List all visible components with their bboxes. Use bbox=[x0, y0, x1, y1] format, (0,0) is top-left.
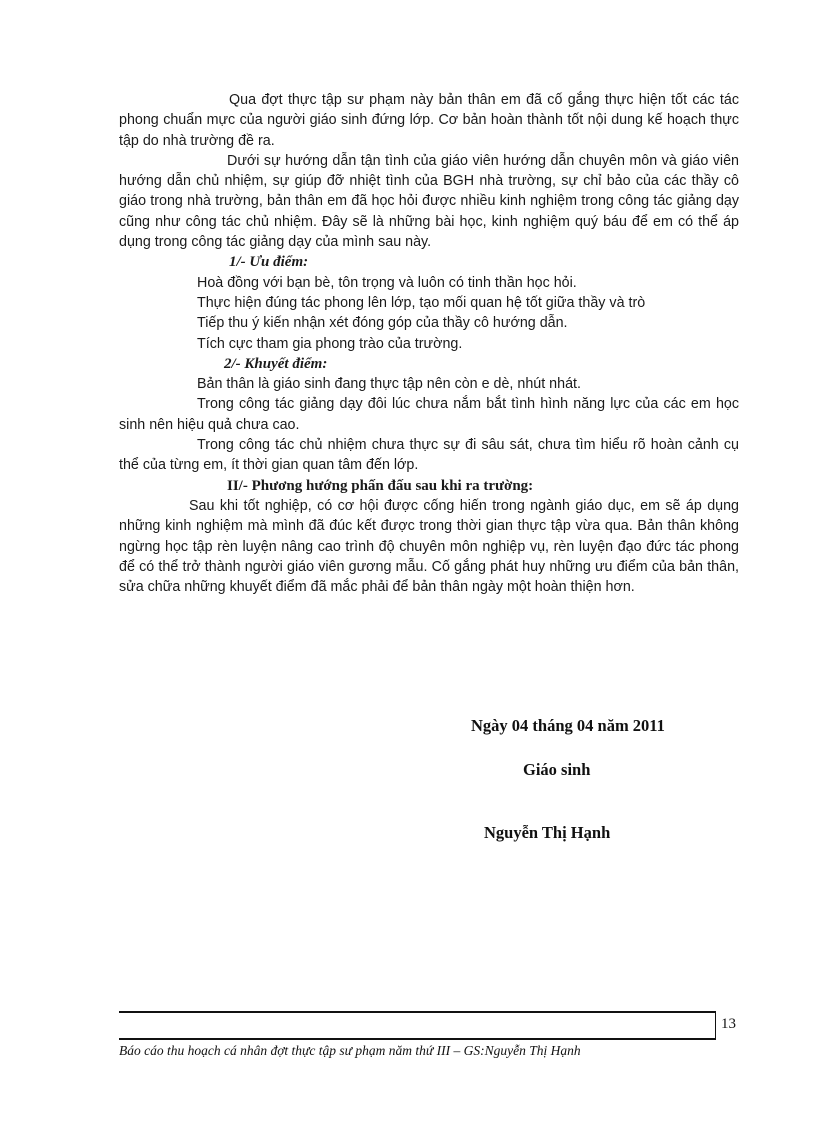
signature-date: Ngày 04 tháng 04 năm 2011 bbox=[471, 716, 665, 735]
direction-heading: II/- Phương hướng phấn đấu sau khi ra trường: bbox=[227, 477, 534, 494]
disadvantage-item: Trong công tác chủ nhiệm chưa thực sự đi sâu sát, chưa tìm hiểu rõ hoàn cảnh cụ thể của từng em, ít thời gian quan tâm đến lớp. bbox=[119, 437, 739, 474]
footer-top-rule bbox=[119, 1011, 716, 1013]
signature-role: Giáo sinh bbox=[523, 760, 591, 779]
advantage-item: Thực hiện đúng tác phong lên lớp, tạo mối quan hệ tốt giữa thầy và trò bbox=[197, 294, 646, 311]
footer-caption: Báo cáo thu hoạch cá nhân đợt thực tập sư phạm năm thứ III – GS:Nguyễn Thị Hạnh bbox=[119, 1043, 581, 1058]
footer-bottom-rule bbox=[119, 1038, 716, 1040]
disadvantage-item: Bản thân là giáo sinh đang thực tập nên còn e dè, nhút nhát. bbox=[197, 376, 581, 393]
report-body bbox=[119, 90, 739, 597]
advantage-item: Hoà đồng với bạn bè, tôn trọng và luôn có tinh thần học hỏi. bbox=[197, 274, 577, 291]
footer-divider bbox=[715, 1012, 716, 1039]
signature-name: Nguyễn Thị Hạnh bbox=[484, 823, 611, 842]
advantage-item: Tiếp thu ý kiến nhận xét đóng góp của thầy cô hướng dẫn. bbox=[197, 315, 568, 332]
intro-paragraph-2: Dưới sự hướng dẫn tận tình của giáo viên hướng dẫn chuyên môn và giáo viên hướng dẫn chủ nhiệm, sự giúp đỡ nhiệt tình của BGH nhà trường, sự chỉ bảo của các thầy cô giáo trong nhà trường, bản thân em đã học hỏi được nhiều kinh nghiệm trong công tác giảng dạy cũng như công tác chủ nhiệm. Đây sẽ là những bài học, kinh nghiệm quý báu để em có thể áp dụng trong công tác giảng dạy của mình sau này. bbox=[119, 152, 739, 251]
disadvantages-heading: 2/- Khuyết điểm: bbox=[224, 355, 328, 372]
advantage-item: Tích cực tham gia phong trào của trường. bbox=[197, 335, 463, 352]
advantages-heading: 1/- Ưu điểm: bbox=[229, 254, 309, 271]
disadvantage-item: Trong công tác giảng dạy đôi lúc chưa nắm bắt tình hình năng lực của các em học sinh nên hiệu quả chưa cao. bbox=[119, 396, 739, 433]
intro-paragraph-1: Qua đợt thực tập sư phạm này bản thân em đã cố gắng thực hiện tốt các tác phong chuẩn mực của người giáo sinh đứng lớp. Cơ bản hoàn thành tốt nội dung kế hoạch thực tập do nhà trường đề ra. bbox=[119, 92, 739, 149]
page-number: 13 bbox=[721, 1016, 736, 1032]
direction-paragraph: Sau khi tốt nghiệp, có cơ hội được cống hiến trong ngành giáo dục, em sẽ áp dụng những kinh nghiệm mà mình đã đúc kết được trong thời gian thực tập vừa qua. Bản thân không ngừng học tập rèn luyện nâng cao trình độ chuyên môn nghiệp vụ, rèn luyện đạo đức tác phong để có thể trở thành người giáo viên gương mẫu. Cố gắng phát huy những ưu điểm của bản thân, sửa chữa những khuyết điểm đã mắc phải để bản thân ngày một hoàn thiện hơn. bbox=[119, 497, 739, 596]
